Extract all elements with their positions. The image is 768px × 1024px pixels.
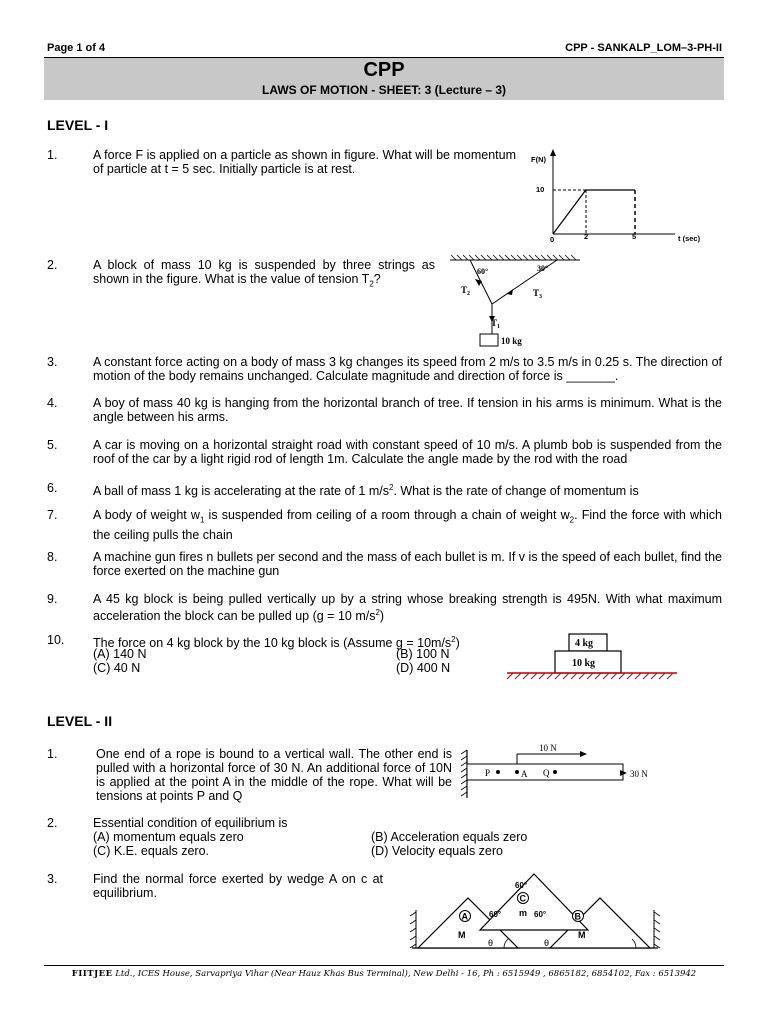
angle-label-left: 60° [477,267,489,276]
x-tick-label: 5 [632,232,637,241]
footer-text: Ltd., ICES House, Sarvapriya Vihar (Near Hauz Khas Bus Terminal), New Delhi - 16, Ph : 6515949 , 6865182, 6854102, Fax : 6513942 [112,969,697,979]
hanging-block [480,334,498,346]
label-a: A [461,911,468,922]
option-a: (A) momentum equals zero [93,830,244,844]
left-angle-label: 60° [489,910,502,919]
question-text: One end of a rope is bound to a vertical wall. The other end is pulled with a horizontal force of 30 N. An additional force of 10N is applied at the point A in the middle of the rope. What will be tensions at points P and Q [96,747,452,803]
force-10n-label: 10 N [539,743,557,753]
point-q-label: Q [543,768,550,778]
question-number: 10. [47,633,65,647]
footer-brand: FIITJEE [71,969,113,979]
question-text: A force F is applied on a particle as shown in figure. What will be momentum of particle at t = 5 sec. Initially particle is at rest. [93,148,516,176]
angle-label-right: 30° [537,264,549,273]
force-curve [553,190,635,234]
mass-m-right: M [578,930,586,940]
footer-rule [44,965,724,966]
point-p-label: P [485,768,491,778]
x-tick-label: 0 [550,235,555,244]
footer [44,969,724,979]
right-angle-label: 60° [534,910,547,919]
strings-figure [445,252,585,352]
theta-left: θ [488,938,494,948]
question-number: 1. [47,148,58,162]
question-text: The force on 4 kg block by the 10 kg block is (Assume $g = 10m/s^2$) [93,635,460,651]
ground-hatch [507,673,673,679]
top-angle-label: 60° [515,881,528,890]
wall-hatch [461,750,467,796]
mass-m-label: m [519,908,528,918]
level-1-heading: LEVEL - I [47,117,109,133]
level-2-heading: LEVEL - II [47,713,113,729]
question-number: 5. [47,438,58,452]
option-c: (C) 40 N [93,661,141,675]
question-number: 2. [47,816,58,830]
force-10n-arrowhead [580,751,587,757]
question-text: A block of mass 10 kg is suspended by three strings as shown in the figure. What is the value of tension $T_2$? [93,258,435,289]
banner-title: CPP [363,59,405,81]
question-text: A body of weight $w_1$ is suspended from ceiling of a room through a chain of weight $w_2$. Find the force with which the ceiling pulls the chain [93,508,722,542]
block-bottom-label: 10 kg [572,658,596,669]
document-code: CPP - SANKALP_LOM–3-PH-II [565,42,722,54]
question-text: A ball of mass 1 kg is accelerating at the rate of 1 $m/s^2$. What is the rate of change of momentum is [93,483,639,499]
block-top-label: 4 kg [575,638,594,649]
question-text: Find the normal force exerted by wedge A on c at equilibrium. [93,872,383,900]
x-tick-label: 2 [584,232,589,241]
label-c: C [519,893,526,904]
point-p [496,770,500,774]
question-text: Essential condition of equilibrium is [93,816,288,830]
y-axis-label: F(N) [531,155,546,164]
x-axis-label: t (sec) [678,234,701,243]
question-text: A machine gun fires n bullets per second and the mass of each bullet is m. If v is the speed of each bullet, find the force exerted on the machine gun [93,550,722,578]
point-a-label: A [521,769,528,779]
question-text: A 45 kg block is being pulled vertically up by a string whose breaking strength is 495N. With what maximum acceleration the block can be pulled up (g = 10 $m/s^2$) [93,592,722,624]
label-b: B [574,911,581,922]
point-a [515,770,519,774]
rope-figure [455,740,685,802]
wedges-figure [400,868,670,956]
title-banner [44,57,724,100]
option-a: (A) 140 N [93,647,147,661]
question-number: 1. [47,747,58,761]
ceiling-hatch [451,255,576,260]
option-c: (C) K.E. equals zero. [93,844,210,858]
question-number: 9. [47,592,58,606]
label-t3: $T_3$ [533,288,543,300]
page-number: Page 1 of 4 [47,42,106,54]
question-text: A car is moving on a horizontal straight road with constant speed of 10 m/s. A plumb bob is suspended from the roof of the car by a light rigid rod of length 1m. Calculate the angle made by the rod with the road [93,438,722,466]
mass-m-left: M [458,930,466,940]
question-text: A boy of mass 40 kg is hanging from the horizontal branch of tree. If tension in his arms is minimum. What is the angle between his arms. [93,396,722,424]
question-number: 4. [47,396,58,410]
question-number: 8. [47,550,58,564]
banner-subtitle: LAWS OF MOTION - SHEET: 3 (Lecture – 3) [261,83,507,97]
label-t2: $T_2$ [461,285,471,297]
question-number: 7. [47,508,58,522]
y-axis-arrow [550,149,556,156]
mass-label: 10 kg [501,336,522,346]
theta-right: θ [544,938,550,948]
question-number: 3. [47,355,58,369]
question-number: 6. [47,481,58,495]
stacked-blocks-figure [505,630,680,685]
label-t1: $T_1$ [491,318,501,330]
option-d: (D) 400 N [396,661,451,675]
force-time-graph [525,146,725,246]
question-number: 3. [47,872,58,886]
option-d: (D) Velocity equals zero [371,844,504,858]
arrow-t3 [507,289,513,295]
question-text: A constant force acting on a body of mass 3 kg changes its speed from 2 m/s to 3.5 m/s in 0.25 s. The direction of motion of the body remains unchanged. Calculate magnitude and direction of force is _______. [93,355,722,383]
option-b: (B) Acceleration equals zero [371,830,528,844]
y-tick-label: 10 [536,185,545,194]
question-number: 2. [47,258,58,272]
option-b: (B) 100 N [396,647,450,661]
wedge-c [480,874,588,930]
arrow-t2 [475,279,482,286]
force-30n-label: 30 N [630,769,648,779]
point-q [553,770,557,774]
